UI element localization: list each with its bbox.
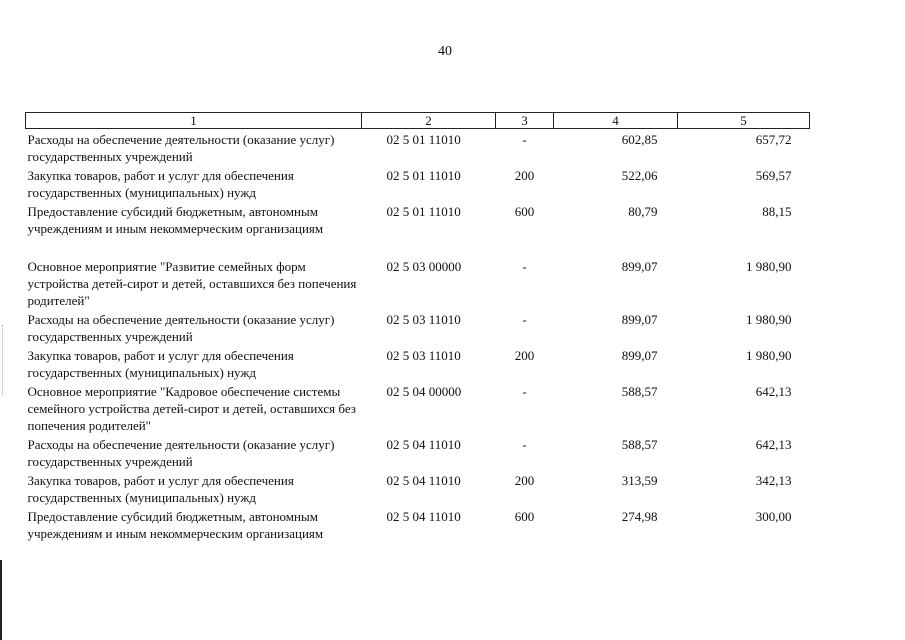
row-value-4: 274,98 [621,509,658,524]
row-code: 02 5 04 11010 [386,473,461,488]
row-expense-type: - [522,259,527,274]
header-col-3: 3 [496,113,554,129]
row-code: 02 5 01 11010 [386,132,461,147]
row-code: 02 5 04 11010 [386,437,461,452]
row-value-5: 88,15 [762,204,792,219]
scan-edge-shadow [0,560,2,640]
row-value-4: 588,57 [621,437,658,452]
row-value-5: 1 980,90 [746,348,792,363]
row-value-5: 569,57 [755,168,792,183]
row-value-5: 657,72 [755,132,792,147]
row-code: 02 5 04 11010 [386,509,461,524]
table-row [26,472,810,508]
row-value-4: 522,06 [621,168,658,183]
row-name: Предоставление субсидий бюджетным, автономным учреждениям и иным некоммерческим организациям [27,509,324,541]
row-name: Основное мероприятие "Кадровое обеспечение системы семейного устройства детей-сирот и детей, оставшихся без попечения родителей" [27,384,356,433]
table-row [26,508,810,544]
row-name: Закупка товаров, работ и услуг для обеспечения государственных (муниципальных) нужд [27,168,294,200]
budget-table [25,112,810,544]
table-row [26,436,810,472]
table-row [26,347,810,383]
table-row [26,311,810,347]
row-value-5: 642,13 [755,437,792,452]
row-expense-type: - [522,132,527,147]
row-name: Расходы на обеспечение деятельности (оказание услуг) государственных учреждений [27,312,335,344]
row-name: Закупка товаров, работ и услуг для обеспечения государственных (муниципальных) нужд [27,473,294,505]
row-code: 02 5 03 00000 [386,259,462,274]
row-name: Расходы на обеспечение деятельности (оказание услуг) государственных учреждений [27,132,335,164]
row-value-4: 602,85 [621,132,658,147]
row-expense-type: - [522,312,527,327]
row-expense-type: - [522,437,527,452]
row-value-4: 313,59 [621,473,658,488]
row-name: Предоставление субсидий бюджетным, автономным учреждениям и иным некоммерческим организациям [27,204,324,236]
row-code: 02 5 01 11010 [386,204,461,219]
row-value-4: 588,57 [621,384,658,399]
row-expense-type: 200 [514,473,535,488]
row-expense-type: 200 [514,348,535,363]
row-expense-type: - [522,384,527,399]
header-col-5: 5 [678,113,810,129]
scan-margin-marks [2,325,5,395]
spacer-row [26,239,810,258]
header-col-2: 2 [362,113,496,129]
row-expense-type: 600 [514,204,535,219]
table-header-row [26,113,810,129]
row-value-4: 80,79 [628,204,658,219]
table-row [26,129,810,168]
row-value-5: 642,13 [755,384,792,399]
row-value-5: 300,00 [755,509,792,524]
table-row [26,203,810,239]
page-number: 40 [438,44,452,59]
row-value-4: 899,07 [621,259,658,274]
row-name: Основное мероприятие "Развитие семейных форм устройства детей-сирот и детей, оставшихся без попечения родителей" [27,259,357,308]
row-value-5: 1 980,90 [746,259,792,274]
row-value-5: 1 980,90 [746,312,792,327]
row-value-5: 342,13 [755,473,792,488]
row-value-4: 899,07 [621,312,658,327]
row-name: Закупка товаров, работ и услуг для обеспечения государственных (муниципальных) нужд [27,348,294,380]
row-code: 02 5 04 00000 [386,384,462,399]
table-row [26,383,810,436]
table-row [26,258,810,311]
row-code: 02 5 03 11010 [386,312,461,327]
row-name: Расходы на обеспечение деятельности (оказание услуг) государственных учреждений [27,437,335,469]
row-code: 02 5 03 11010 [386,348,461,363]
row-expense-type: 600 [514,509,535,524]
row-expense-type: 200 [514,168,535,183]
header-col-1: 1 [26,113,362,129]
row-value-4: 899,07 [621,348,658,363]
table-row [26,167,810,203]
header-col-4: 4 [554,113,678,129]
row-code: 02 5 01 11010 [386,168,461,183]
